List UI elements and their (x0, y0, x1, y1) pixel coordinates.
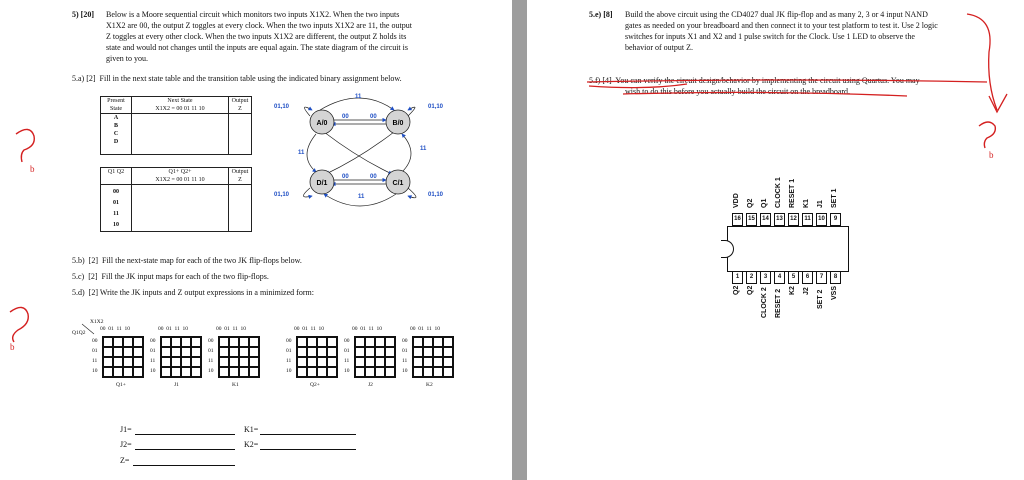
kmap-cell[interactable] (365, 367, 375, 377)
kmap-col-header: 00 01 11 10 (294, 326, 325, 332)
kmap-cell[interactable] (161, 367, 171, 377)
transition-table (100, 167, 252, 232)
loop-a (304, 107, 312, 116)
label-left: 11 (298, 150, 305, 156)
answer-k2-line[interactable] (260, 449, 356, 450)
answer-k1-line[interactable] (260, 434, 356, 435)
kmap-row-label: 00 (286, 338, 292, 344)
transition-output-cells (229, 185, 252, 232)
kmap-cell[interactable] (229, 347, 239, 357)
kmap-cell[interactable] (103, 357, 113, 367)
kmap-cell[interactable] (423, 357, 433, 367)
kmap-cell[interactable] (133, 357, 143, 367)
kmap-cell[interactable] (133, 347, 143, 357)
kmap-cell[interactable] (375, 347, 385, 357)
kmap-cell[interactable] (171, 367, 181, 377)
kmap-cell[interactable] (219, 347, 229, 357)
answer-j1-line[interactable] (135, 434, 235, 435)
kmap-name: J2 (368, 382, 373, 388)
kmap-row-label: 11 (286, 358, 292, 364)
part-e-head: 5.e) [8] (589, 10, 613, 19)
kmap-cell[interactable] (161, 337, 171, 347)
kmap-corner-left: Q1Q2 (72, 330, 86, 336)
kmap-cell[interactable] (433, 337, 443, 347)
arc-right (402, 134, 411, 172)
kmap-row-label: 10 (344, 368, 350, 374)
chip-bottom-pin-num: 2 (746, 271, 757, 284)
label-top: 11 (355, 94, 362, 100)
part-a-text: 5.a) [2] Fill in the next state table and the transition table using the indicated binary assignment below. (72, 74, 402, 83)
kmap-cell[interactable] (385, 357, 395, 367)
node-a-label: A/0 (316, 120, 328, 127)
part-d-text: 5.d) [2] Write the JK inputs and Z output expressions in a minimized form: (72, 288, 314, 297)
label-b-a: 00 (370, 114, 377, 120)
kmap-cell[interactable] (327, 337, 337, 347)
part-c-text: 5.c) [2] Fill the JK input maps for each of the two flip-flops. (72, 272, 269, 281)
next-state-cells (132, 114, 229, 155)
chip-top-pin-name: J1 (817, 200, 824, 208)
kmap-cell[interactable] (219, 337, 229, 347)
kmap-row-label: 11 (150, 358, 156, 364)
label-right: 11 (420, 146, 427, 152)
kmap-cell[interactable] (191, 357, 201, 367)
part-b-text: 5.b) [2] Fill the next-state map for each of the two JK flip-flops below. (72, 256, 302, 265)
arc-diag-1 (324, 132, 392, 174)
kmap-cell[interactable] (443, 357, 453, 367)
handwritten-sub-1: b (30, 164, 35, 174)
kmap-cell[interactable] (423, 367, 433, 377)
kmap-row-label: 00 (150, 338, 156, 344)
intro-line-3: Z toggles at every other clock. When the two inputs X1X2 are different, the output Z holds its (106, 32, 407, 41)
kmap-cell[interactable] (385, 347, 395, 357)
intro-line-1: Below is a Moore sequential circuit which monitors two inputs X1X2. When the two inputs (106, 10, 400, 19)
handwritten-question-1 (0, 118, 50, 178)
kmap-cell[interactable] (161, 357, 171, 367)
kmap-cell[interactable] (133, 337, 143, 347)
kmap-col-header: 00 01 11 10 (216, 326, 247, 332)
chip-top-pin-num: 15 (746, 213, 757, 226)
kmap-cell[interactable] (239, 367, 249, 377)
kmap-row-label: 11 (208, 358, 214, 364)
kmap-cell[interactable] (413, 337, 423, 347)
kmap-cell[interactable] (103, 367, 113, 377)
kmap-cell[interactable] (239, 357, 249, 367)
th-next-q: Q1+ Q2+ X1X2 = 00 01 11 10 (132, 168, 229, 185)
kmap-cell[interactable] (239, 337, 249, 347)
kmap-cell[interactable] (385, 367, 395, 377)
th-output: Output Z (229, 97, 252, 114)
kmap-cell[interactable] (327, 357, 337, 367)
kmap-cell[interactable] (113, 357, 123, 367)
label-c-d: 00 (370, 174, 377, 180)
answer-z-label: Z= (120, 456, 130, 465)
kmap-cell[interactable] (239, 347, 249, 357)
kmap-cell[interactable] (123, 337, 133, 347)
part-e-line-2: gates as needed on your breadboard and then connect it to your test platform to test it. Use 2 logic (625, 21, 938, 30)
kmap-grid (218, 336, 260, 378)
kmap-cell[interactable] (123, 357, 133, 367)
kmap-name: Q2+ (310, 382, 320, 388)
kmap-grid (354, 336, 396, 378)
chip-top-pin-name: CLOCK 1 (775, 177, 782, 208)
kmap-cell[interactable] (181, 367, 191, 377)
kmap-cell[interactable] (433, 347, 443, 357)
kmap-cell[interactable] (191, 367, 201, 377)
kmap-cell[interactable] (171, 347, 181, 357)
kmap-row-label: 00 (344, 338, 350, 344)
kmap-cell[interactable] (133, 367, 143, 377)
bracket-curve (967, 14, 997, 110)
node-c-label: C/1 (392, 180, 404, 187)
kmap-cell[interactable] (219, 367, 229, 377)
answer-k1-label: K1= (244, 425, 259, 434)
red-annotations (527, 0, 1024, 180)
kmap-cell[interactable] (365, 357, 375, 367)
kmap-cell[interactable] (161, 347, 171, 357)
label-bottom: 11 (358, 194, 365, 200)
label-a-self: 01,10 (274, 104, 290, 110)
node-b-label: B/0 (392, 120, 404, 127)
kmap-cell[interactable] (171, 337, 181, 347)
kmap-cell[interactable] (307, 347, 317, 357)
handwritten-question-2 (0, 300, 50, 360)
kmap-cell[interactable] (219, 357, 229, 367)
kmap-cell[interactable] (191, 347, 201, 357)
chip-bottom-pin-name: RESET 2 (775, 289, 782, 319)
kmap-cell[interactable] (317, 357, 327, 367)
intro-line-4: state and would not changes until the inputs are equal again. The state diagram of the circuit is (106, 43, 408, 52)
kmap-cell[interactable] (365, 347, 375, 357)
answer-z-line[interactable] (133, 465, 235, 466)
kmap-cell[interactable] (103, 347, 113, 357)
kmap-col-header: 00 01 11 10 (100, 326, 131, 332)
kmap-cell[interactable] (443, 367, 453, 377)
loop-d (303, 188, 312, 197)
kmap-name: K1 (232, 382, 239, 388)
kmap-row-label: 01 (208, 348, 214, 354)
kmap-col-header: 00 01 11 10 (410, 326, 441, 332)
kmap-cell[interactable] (413, 347, 423, 357)
kmap-cell[interactable] (171, 357, 181, 367)
kmap-row-label: 00 (92, 338, 98, 344)
handwritten-sub-3: b (989, 150, 994, 160)
handwritten-question-3 (979, 122, 995, 148)
right-page (527, 0, 1024, 480)
part-e-line-3: switches for inputs X1 and X2 and 1 pulse switch for the Clock. Use 1 LED to observe the (625, 32, 915, 41)
chip-bottom-pin-name: Q2 (733, 285, 740, 296)
kmap-cell[interactable] (423, 347, 433, 357)
kmap-row-label: 11 (402, 358, 408, 364)
kmap-cell[interactable] (181, 347, 191, 357)
kmap-cell[interactable] (307, 357, 317, 367)
chip-bottom-pin-name: J2 (803, 287, 810, 296)
kmap-cell[interactable] (307, 337, 317, 347)
intro-line-5: given to you. (106, 54, 148, 63)
answer-j2-line[interactable] (135, 449, 235, 450)
kmap-grid (102, 336, 144, 378)
kmap-cell[interactable] (249, 347, 259, 357)
kmap-cell[interactable] (123, 347, 133, 357)
kmap-cell[interactable] (355, 357, 365, 367)
transition-cells (132, 185, 229, 232)
kmap-cell[interactable] (317, 337, 327, 347)
part-e-line-1: Build the above circuit using the CD4027 dual JK flip-flop and as many 2, 3 or 4 input NAND (625, 10, 928, 19)
kmap-cell[interactable] (297, 347, 307, 357)
node-d-label: D/1 (316, 180, 328, 187)
label-a-b: 00 (342, 114, 349, 120)
kmap-row-label: 10 (402, 368, 408, 374)
chip-top-pin-name: RESET 1 (789, 178, 796, 208)
chip-bottom-pin-num: 5 (788, 271, 799, 284)
strike-line-2 (623, 92, 907, 96)
chip-top-pin-name: SET 1 (831, 188, 838, 208)
chip-top-pin-name: Q1 (761, 198, 768, 208)
kmap-cell[interactable] (229, 367, 239, 377)
chip-bottom-pin-name: CLOCK 2 (761, 287, 768, 319)
kmap-cell[interactable] (413, 357, 423, 367)
chip-top-pin-num: 12 (788, 213, 799, 226)
kmap-row-label: 00 (402, 338, 408, 344)
part-f-line-2: wish to do this before you actually build the circuit on the breadboard. (625, 87, 851, 96)
strike-line-1 (587, 80, 987, 82)
kmap-cell[interactable] (307, 367, 317, 377)
kmap-cell[interactable] (375, 357, 385, 367)
kmap-col-header: 00 01 11 10 (352, 326, 383, 332)
label-b-self: 01,10 (428, 104, 444, 110)
kmap-cell[interactable] (355, 367, 365, 377)
kmap-row-label: 10 (286, 368, 292, 374)
kmap-row-label: 01 (402, 348, 408, 354)
kmap-cell[interactable] (229, 357, 239, 367)
th-output-2: Output Z (229, 168, 252, 185)
kmap-cell[interactable] (433, 357, 443, 367)
chip-body (727, 226, 849, 272)
chip-top-pin-name: VDD (733, 193, 740, 208)
chip-bottom-pin-num: 6 (802, 271, 813, 284)
kmap-name: J1 (174, 382, 179, 388)
kmap-row-label: 10 (92, 368, 98, 374)
kmap-cell[interactable] (443, 347, 453, 357)
kmap-row-label: 01 (92, 348, 98, 354)
intro-line-2: X1X2 are 00, the output Z toggles at every clock. When the two inputs X1X2 are 11, the output (106, 21, 412, 30)
kmap-row-label: 11 (92, 358, 98, 364)
bracket-arrow (989, 94, 1007, 112)
kmap-cell[interactable] (365, 337, 375, 347)
th-present: Present State (101, 97, 132, 114)
kmap-cell[interactable] (317, 347, 327, 357)
kmap-row-label: 01 (150, 348, 156, 354)
kmap-cell[interactable] (443, 337, 453, 347)
loop-b (408, 107, 415, 116)
kmap-cell[interactable] (181, 337, 191, 347)
kmap-cell[interactable] (113, 337, 123, 347)
kmap-row-label: 10 (150, 368, 156, 374)
chip-bottom-pin-name: Q2 (747, 285, 754, 296)
answer-j1-label: J1= (120, 425, 132, 434)
kmap-row-label: 00 (208, 338, 214, 344)
th-next-state: Next State X1X2 = 00 01 11 10 (132, 97, 229, 114)
chip-bottom-pin-name: VSS (831, 285, 838, 300)
arc-diag-2 (326, 132, 394, 174)
next-state-table (100, 96, 252, 155)
kmap-grid (160, 336, 202, 378)
kmap-row-label: 11 (344, 358, 350, 364)
kmap-cell[interactable] (327, 367, 337, 377)
kmap-cell[interactable] (317, 367, 327, 377)
kmap-cell[interactable] (355, 347, 365, 357)
loop-c (408, 188, 416, 198)
kmap-grid (296, 336, 338, 378)
th-q: Q1 Q2 (101, 168, 132, 185)
kmap-cell[interactable] (181, 357, 191, 367)
kmap-cell[interactable] (249, 357, 259, 367)
handwritten-sub-2: b (10, 342, 15, 352)
part-f-line-1: 5.f) [4] You can verify the circuit design/behavior by implementing the circuit using Quartus. You may (589, 76, 920, 85)
label-d-c: 00 (342, 174, 349, 180)
kmap-cell[interactable] (113, 347, 123, 357)
kmap-cell[interactable] (249, 337, 259, 347)
kmap-grid (412, 336, 454, 378)
kmap-row-label: 01 (286, 348, 292, 354)
problem-header: 5) [20] (72, 10, 94, 19)
kmap-cell[interactable] (413, 367, 423, 377)
kmap-cell[interactable] (297, 367, 307, 377)
kmap-name: K2 (426, 382, 433, 388)
kmap-name: Q1+ (116, 382, 126, 388)
chip-top-pin-num: 16 (732, 213, 743, 226)
state-diagram (268, 88, 454, 218)
part-e-line-4: behavior of output Z. (625, 43, 693, 52)
kmap-corner-top: X1X2 (90, 319, 104, 325)
chip-top-pin-num: 13 (774, 213, 785, 226)
kmap-cell[interactable] (327, 347, 337, 357)
strike-scribble (589, 84, 687, 88)
kmap-corner-slash (80, 322, 96, 336)
arc-left (307, 134, 316, 172)
kmap-cell[interactable] (355, 337, 365, 347)
chip-top-pin-num: 9 (830, 213, 841, 226)
chip-bottom-pin-num: 4 (774, 271, 785, 284)
kmap-col-header: 00 01 11 10 (158, 326, 189, 332)
chip-top-pin-num: 10 (816, 213, 827, 226)
kmap-cell[interactable] (113, 367, 123, 377)
kmap-cell[interactable] (433, 367, 443, 377)
kmap-cell[interactable] (297, 337, 307, 347)
kmap-cell[interactable] (423, 337, 433, 347)
chip-top-pin-name: K1 (803, 199, 810, 208)
chip-bottom-pin-name: K2 (789, 286, 796, 296)
chip-bottom-pin-num: 1 (732, 271, 743, 284)
kmap-cell[interactable] (123, 367, 133, 377)
chip-bottom-pin-num: 7 (816, 271, 827, 284)
answer-k2-label: K2= (244, 440, 259, 449)
answer-j2-label: J2= (120, 440, 132, 449)
kmap-cell[interactable] (375, 337, 385, 347)
output-cells (229, 114, 252, 155)
chip-bottom-pin-name: SET 2 (817, 289, 824, 309)
chip-bottom-pin-num: 8 (830, 271, 841, 284)
kmap-cell[interactable] (375, 367, 385, 377)
chip-top-pin-name: Q2 (747, 198, 754, 208)
kmap-row-label: 01 (344, 348, 350, 354)
code-list: 00 01 11 10 (101, 185, 132, 232)
kmap-cell[interactable] (249, 367, 259, 377)
kmap-cell[interactable] (385, 337, 395, 347)
label-c-self: 01,10 (428, 192, 444, 198)
chip-top-pin-num: 11 (802, 213, 813, 226)
page-gap (512, 0, 527, 480)
chip-top-pin-num: 14 (760, 213, 771, 226)
kmap-cell[interactable] (191, 337, 201, 347)
kmap-cell[interactable] (229, 337, 239, 347)
kmap-row-label: 10 (208, 368, 214, 374)
kmap-cell[interactable] (297, 357, 307, 367)
chip-bottom-pin-num: 3 (760, 271, 771, 284)
label-d-self: 01,10 (274, 192, 290, 198)
kmap-cell[interactable] (103, 337, 113, 347)
state-list: A B C D (101, 114, 132, 155)
